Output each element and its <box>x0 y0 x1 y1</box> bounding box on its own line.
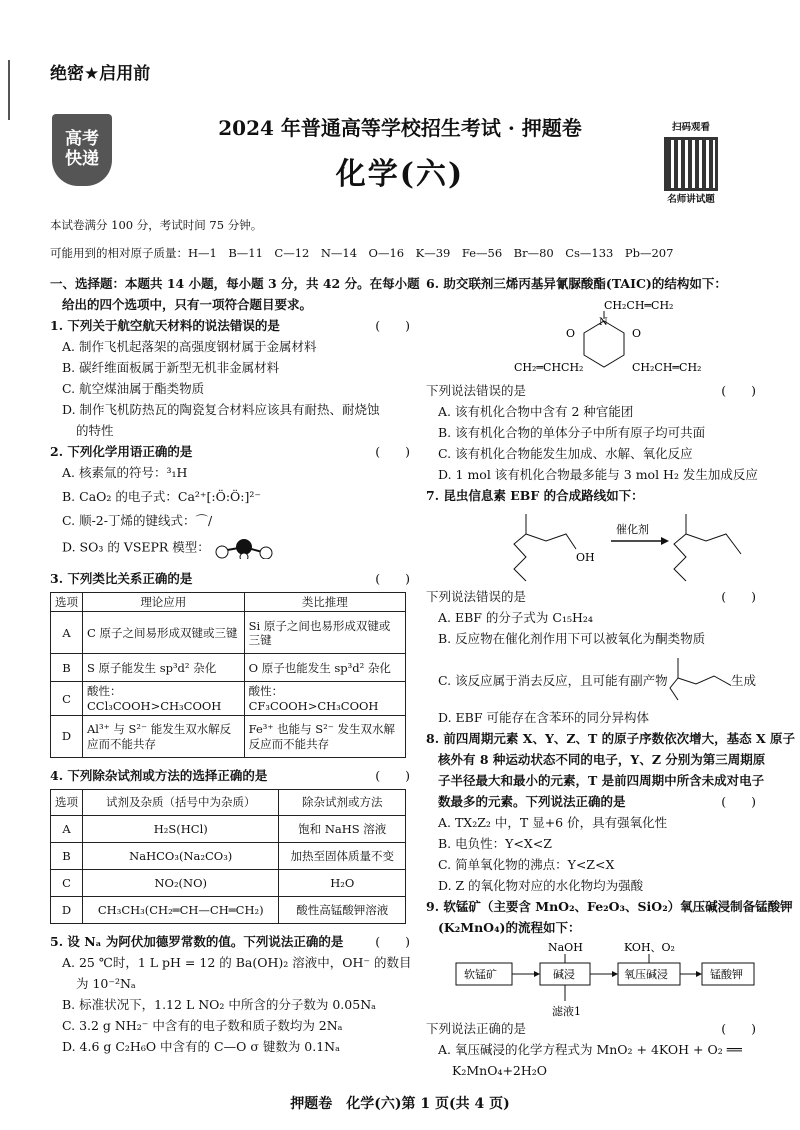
q8-b: B. 电负性：Y<X<Z <box>438 836 552 851</box>
answer-paren: ( ) <box>721 383 756 398</box>
answer-paren: ( ) <box>375 571 410 586</box>
q1-d: D. 制作飞机防热瓦的陶瓷复合材料应该具有耐热、耐烧蚀 <box>62 402 380 417</box>
table-header: 除杂试剂或方法 <box>279 790 406 816</box>
table-header: 理论应用 <box>83 593 245 612</box>
answer-paren: ( ) <box>721 794 756 809</box>
section-heading-2: 给出的四个选项中，只有一项符合题目要求。 <box>62 297 313 312</box>
table-header: 试剂及杂质（括号中为杂质） <box>83 790 279 816</box>
page-footer: 押题卷 化学(六)第 1 页(共 4 页) <box>290 1096 510 1112</box>
page-title: 2024 年普通高等学校招生考试 · 押题卷 <box>218 116 582 140</box>
struct-oh: OH <box>576 551 595 564</box>
table-cell: B <box>51 843 83 870</box>
q5-c: C. 3.2 g NH₂⁻ 中含有的电子数和质子数均为 2Nₐ <box>62 1018 343 1034</box>
q7-c: C. 该反应属于消去反应，且可能有副产物 <box>438 673 668 689</box>
q5-a-cont: 为 10⁻²Nₐ <box>76 976 136 992</box>
flow-box: 氧压碱浸 <box>624 968 668 981</box>
q6-d: D. 1 mol 该有机化合物最多能与 3 mol H₂ 发生加成反应 <box>438 467 758 482</box>
table-cell: C <box>51 682 83 716</box>
secret-label: 绝密★启用前 <box>50 64 151 84</box>
table-cell: O 原子也能发生 sp³d² 杂化 <box>244 654 405 682</box>
q8-stem-1: 8. 前四周期元素 X、Y、Z、T 的原子序数依次增大，基态 X 原子 <box>426 731 796 746</box>
vsepr-model-image <box>214 537 274 559</box>
table-cell: 加热至固体质量不变 <box>279 843 406 870</box>
q2-d <box>50 537 410 567</box>
q4-table <box>50 789 406 924</box>
q9-stem-2: (K₂MnO₄)的流程如下： <box>438 920 581 935</box>
q2-stem: 2. 下列化学用语正确的是 <box>50 444 193 459</box>
table-cell: C 原子之间易形成双键或三键 <box>83 612 245 654</box>
section-heading: 一、选择题：本题共 14 小题，每小题 3 分，共 42 分。在每小题 <box>50 276 420 291</box>
q1-b: B. 碳纤维面板属于新型无机非金属材料 <box>62 360 280 375</box>
table-cell: 饱和 NaHS 溶液 <box>279 816 406 843</box>
q2-c: C. 顺-2-丁烯的键线式：⌒∕ <box>62 513 213 528</box>
answer-paren: ( ) <box>375 318 410 333</box>
q5-b: B. 标准状况下，1.12 L NO₂ 中所含的分子数为 0.05Nₐ <box>62 997 376 1013</box>
q8-c: C. 简单氧化物的沸点：Y<Z<X <box>438 857 615 872</box>
table-cell: A <box>51 816 83 843</box>
q6-b: B. 该有机化合物的单体分子中所有原子均可共面 <box>438 425 706 440</box>
process-flow-image <box>426 941 756 1021</box>
logo-text-2: 快递 <box>65 149 99 169</box>
right-column <box>426 276 796 1084</box>
table-cell: NO₂(NO) <box>83 870 279 897</box>
table-header: 类比推理 <box>244 593 405 612</box>
q1-stem: 1. 下列关于航空航天材料的说法错误的是 <box>50 318 280 333</box>
q1-d-cont: 的特性 <box>76 423 114 438</box>
ebf-synthesis-image <box>426 509 756 589</box>
q2-b: B. CaO₂ 的电子式：Ca²⁺[:Ö:Ö:]²⁻ <box>62 489 261 504</box>
left-column <box>50 276 420 1060</box>
table-header: 选项 <box>51 790 83 816</box>
exam-info: 本试卷满分 100 分，考试时间 75 分钟。 <box>50 218 263 232</box>
flow-box: 锰酸钾 <box>710 968 743 981</box>
q1-a: A. 制作飞机起落架的高强度钢材属于金属材料 <box>62 339 317 354</box>
taic-structure-image <box>426 297 756 377</box>
q2-a: A. 核素氚的符号：³₁H <box>62 465 188 480</box>
q5-a: A. 25 ℃时，1 L pH = 12 的 Ba(OH)₂ 溶液中，OH⁻ 的数目 <box>62 955 412 971</box>
q9-stem-1: 9. 软锰矿（主要含 MnO₂、Fe₂O₃、SiO₂）氧压碱浸制备锰酸钾 <box>426 899 793 914</box>
table-cell: A <box>51 612 83 654</box>
flow-waste: 滤液1 <box>552 1005 581 1018</box>
q9-question: 下列说法正确的是 <box>426 1021 527 1036</box>
table-cell: Si 原子之间也易形成双键或三键 <box>244 612 405 654</box>
q7-a: A. EBF 的分子式为 C₁₅H₂₄ <box>438 610 593 625</box>
struct-label: CH₂═CHCH₂ <box>514 361 584 374</box>
answer-paren: ( ) <box>375 768 410 784</box>
q6-stem: 6. 助交联剂三烯丙基异氰脲酸酯(TAIC)的结构如下： <box>426 276 727 291</box>
struct-atom: N <box>599 317 608 328</box>
q8-a: A. TX₂Z₂ 中，T 显+6 价，具有强氧化性 <box>438 815 668 830</box>
qr-caption-bottom: 名师讲试题 <box>667 193 715 205</box>
table-cell: S 原子能发生 sp³d² 杂化 <box>83 654 245 682</box>
q5-stem: 5. 设 Nₐ 为阿伏加德罗常数的值。下列说法正确的是 <box>50 934 344 950</box>
answer-paren: ( ) <box>721 1021 756 1036</box>
binding-line <box>8 60 10 120</box>
answer-paren: ( ) <box>375 934 410 950</box>
answer-paren: ( ) <box>721 589 756 604</box>
struct-atom: O <box>632 327 642 340</box>
catalyst-label: 催化剂 <box>616 523 649 536</box>
table-cell: H₂S(HCl) <box>83 816 279 843</box>
atomic-mass: 可能用到的相对原子质量：H—1 B—11 C—12 N—14 O—16 K—39 Fe—56 Br—80 Cs—133 Pb—207 <box>50 246 674 260</box>
q6-question: 下列说法错误的是 <box>426 383 527 398</box>
flow-box: 碱浸 <box>553 968 575 981</box>
flow-reagent: KOH、O₂ <box>624 941 675 954</box>
table-header: 选项 <box>51 593 83 612</box>
q6-c: C. 该有机化合物能发生加成、水解、氧化反应 <box>438 446 693 461</box>
table-cell: 酸性：CCl₃COOH>CH₃COOH <box>83 682 245 716</box>
q9-a: A. 氧压碱浸的化学方程式为 MnO₂ + 4KOH + O₂ ══ <box>438 1042 742 1057</box>
table-cell: 酸性：CF₃COOH>CH₃COOH <box>244 682 405 716</box>
struct-atom: O <box>566 327 576 340</box>
logo-text-1: 高考 <box>65 129 99 150</box>
q7-d: D. EBF 可能存在含苯环的同分异构体 <box>438 710 649 725</box>
table-cell: H₂O <box>279 870 406 897</box>
q2-d-text: D. SO₃ 的 VSEPR 模型： <box>62 539 210 555</box>
q8-d: D. Z 的氧化物对应的水化物均为强酸 <box>438 878 644 893</box>
flow-reagent: NaOH <box>548 941 583 954</box>
table-cell: NaHCO₃(Na₂CO₃) <box>83 843 279 870</box>
q3-stem: 3. 下列类比关系正确的是 <box>50 571 193 586</box>
struct-label: CH₂CH═CH₂ <box>632 361 702 374</box>
q9-a-cont: K₂MnO₄+2H₂O <box>452 1063 548 1078</box>
qr-code[interactable] <box>660 122 722 206</box>
q7-question: 下列说法错误的是 <box>426 589 527 604</box>
table-cell: D <box>51 716 83 758</box>
q5-d: D. 4.6 g C₂H₆O 中含有的 C—O σ 键数为 0.1Nₐ <box>62 1039 340 1055</box>
subject-title: 化学(六) <box>335 157 465 192</box>
answer-paren: ( ) <box>375 444 410 459</box>
table-cell: 酸性高锰酸钾溶液 <box>279 897 406 924</box>
table-cell: Al³⁺ 与 S²⁻ 能发生双水解反应而不能共存 <box>83 716 245 758</box>
q4-stem: 4. 下列除杂试剂或方法的选择正确的是 <box>50 768 268 784</box>
table-cell: C <box>51 870 83 897</box>
q6-a: A. 该有机化合物中含有 2 种官能团 <box>438 404 634 419</box>
q7-stem: 7. 昆虫信息素 EBF 的合成路线如下： <box>426 488 644 503</box>
table-cell: D <box>51 897 83 924</box>
flow-box: 软锰矿 <box>464 968 497 981</box>
table-cell: CH₃CH₃(CH₂═CH—CH═CH₂) <box>83 897 279 924</box>
q3-table <box>50 592 406 758</box>
q8-stem-3: 子半径最大和最小的元素，T 是前四周期中所含未成对电子 <box>438 773 765 788</box>
q7-b: B. 反应物在催化剂作用下可以被氧化为酮类物质 <box>438 631 706 646</box>
q8-stem-2: 核外有 8 种运动状态不同的电子，Y、Z 分别为第三周期原 <box>438 752 766 767</box>
q1-c: C. 航空煤油属于酯类物质 <box>62 381 205 396</box>
table-cell: B <box>51 654 83 682</box>
struct-label: CH₂CH═CH₂ <box>604 299 674 312</box>
qr-caption-top: 扫码观看 <box>671 122 710 133</box>
byproduct-structure-image <box>668 654 731 708</box>
q7-c-tail: 生成 <box>730 673 756 689</box>
q8-stem-4: 数最多的元素。下列说法正确的是 <box>438 794 626 809</box>
qr-image[interactable] <box>664 137 718 191</box>
table-cell: Fe³⁺ 也能与 S²⁻ 发生双水解反应而不能共存 <box>244 716 405 758</box>
